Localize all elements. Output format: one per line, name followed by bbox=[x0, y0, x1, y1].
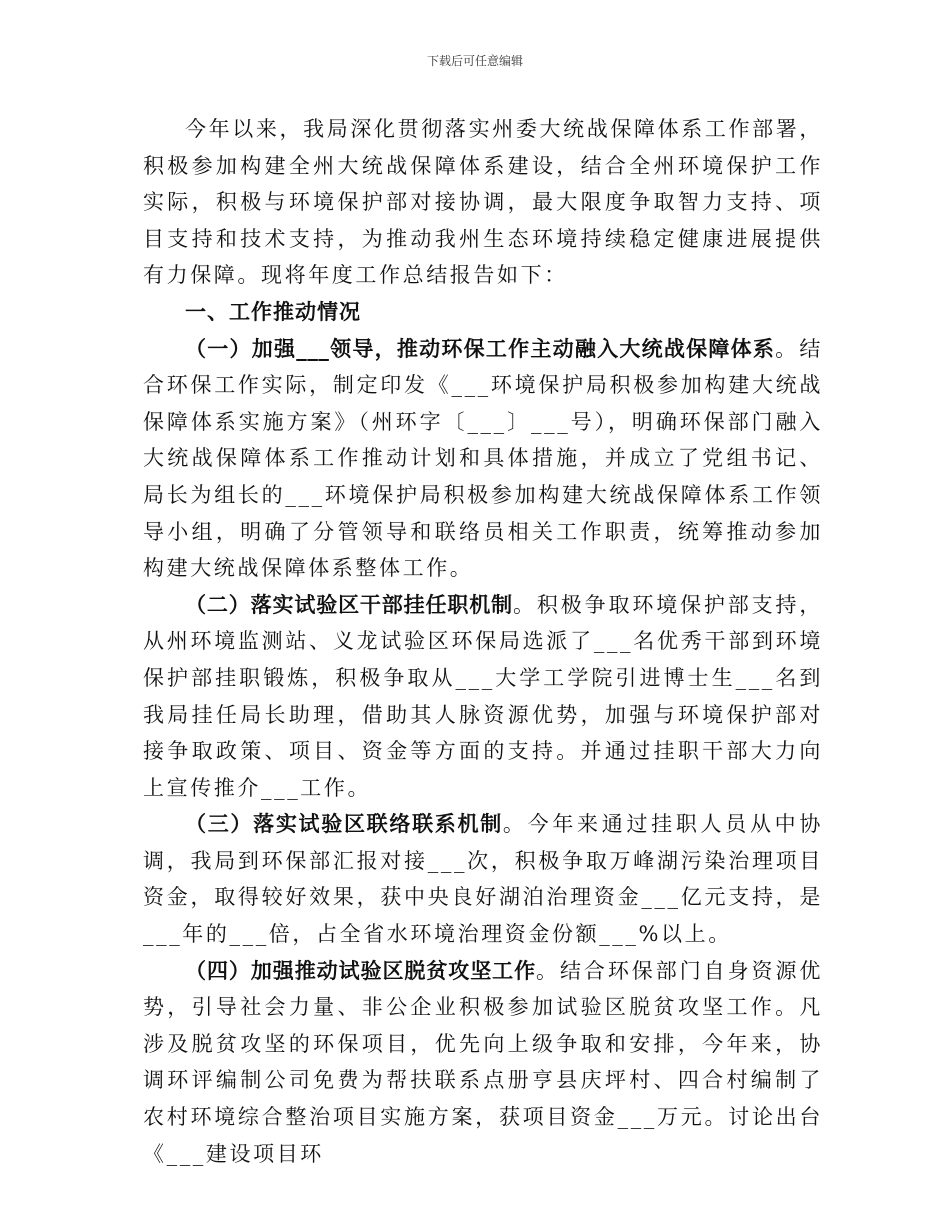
intro-paragraph: 今年以来，我局深化贯彻落实州委大统战保障体系工作部署，积极参加构建全州大统战保障体系建设，结合全州环境保护工作实际，积极与环境保护部对接协调，最大限度争取智力支持、项目支持和技术支持，为推动我州生态环境持续稳定健康进展提供有力保障。现将年度工作总结报告如下： bbox=[143, 117, 823, 288]
paragraph-4-text: 。结合环保部门自身资源优势，引导社会力量、非公企业积极参加试验区脱贫攻坚工作。凡涉及脱贫攻坚的环保项目，优先向上级争取和安排，今年来，协调环评编制公司免费为帮扶联系点册亨县庆坪村、四合村编制了农村环境综合整治项目实施方案，获项目资金___万元。讨论出台《___建设项目环 bbox=[143, 958, 823, 1166]
paragraph-3-text: 。今年来通过挂职人员从中协调，我局到环保部汇报对接___次，积极争取万峰湖污染治理项目资金，取得较好效果，获中央良好湖泊治理资金___亿元支持，是___年的___倍，占全省水环境治理资金份额___%以上。 bbox=[143, 812, 823, 947]
page-header: 下载后可任意编辑 bbox=[426, 54, 523, 68]
document-body bbox=[143, 111, 823, 1172]
paragraph-3-heading: （三）落实试验区联络联系机制 bbox=[185, 811, 503, 837]
section-heading: 一、工作推动情况 bbox=[185, 298, 361, 324]
paragraph-4 bbox=[143, 953, 823, 1173]
paragraph-1 bbox=[143, 331, 823, 587]
paragraph-3 bbox=[143, 806, 823, 952]
paragraph-2 bbox=[143, 587, 823, 807]
paragraph-1-text: 。结合环保工作实际，制定印发《___环境保护局积极参加构建大统战保障体系实施方案》（州环字〔___〕___号），明确环保部门融入大统战保障体系工作推动计划和具体措施，并成立了党组书记、局长为组长的___环境保护局积极参加构建大统战保障体系工作领导小组，明确了分管领导和联络员相关工作职责，统筹推动参加构建大统战保障体系整体工作。 bbox=[143, 336, 823, 581]
paragraph-4-heading: （四）加强推动试验区脱贫攻坚工作 bbox=[185, 957, 537, 983]
paragraph-2-text: 。积极争取环境保护部支持，从州环境监测站、义龙试验区环保局选派了___名优秀干部到环境保护部挂职锻炼，积极争取从___大学工学院引进博士生___名到我局挂任局长助理，借助其人脉资源优势，加强与环境保护部对接争取政策、项目、资金等方面的支持。并通过挂职干部大力向上宣传推介___工作。 bbox=[143, 592, 823, 800]
paragraph-1-heading: （一）加强___领导，推动环保工作主动融入大统战保障体系 bbox=[185, 335, 776, 361]
paragraph-2-heading: （二）落实试验区干部挂任职机制 bbox=[185, 591, 513, 617]
